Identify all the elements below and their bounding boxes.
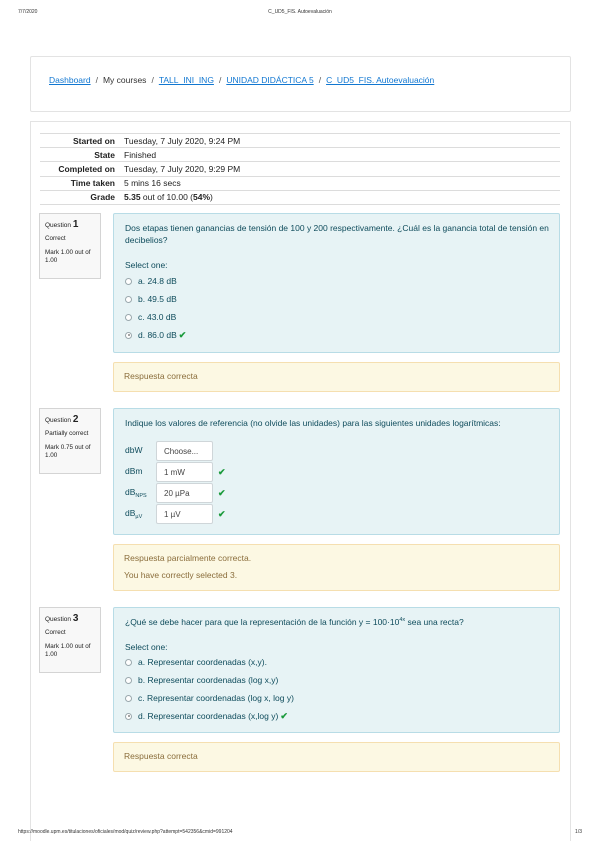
summary-label: Grade bbox=[40, 190, 122, 204]
summary-value: Tuesday, 7 July 2020, 9:29 PM bbox=[122, 162, 560, 176]
breadcrumb-separator: / bbox=[218, 75, 222, 85]
answer-option[interactable] bbox=[125, 656, 267, 668]
question-state: Correct bbox=[45, 235, 66, 242]
radio-button-checked[interactable] bbox=[125, 332, 132, 339]
breadcrumb-card bbox=[30, 56, 571, 112]
answer-option[interactable] bbox=[125, 692, 294, 704]
grade-score: 5.35 bbox=[124, 192, 141, 203]
summary-row bbox=[40, 148, 560, 162]
grade-percent: 54% bbox=[193, 192, 211, 203]
correct-check-icon: ✔ bbox=[218, 508, 226, 519]
breadcrumb-unit-link[interactable]: UNIDAD DIDÁCTICA 5 bbox=[226, 75, 314, 85]
match-select[interactable]: 1 µV bbox=[156, 504, 213, 524]
match-row bbox=[125, 441, 213, 461]
attempt-summary-table bbox=[40, 133, 560, 205]
match-select[interactable]: 20 µPa bbox=[156, 483, 213, 503]
answer-option[interactable] bbox=[125, 311, 176, 323]
match-label: $dB_{\mu V}$ bbox=[125, 508, 143, 520]
summary-value: 5 mins 16 secs bbox=[122, 176, 560, 190]
summary-value: Finished bbox=[122, 148, 560, 162]
question-1-info bbox=[39, 213, 101, 279]
match-label: dbW bbox=[125, 445, 143, 455]
answer-option[interactable] bbox=[125, 275, 177, 287]
answer-label: b. Representar coordenadas (log x,y) bbox=[138, 675, 279, 685]
answer-label: b. 49.5 dB bbox=[138, 294, 177, 304]
summary-row bbox=[40, 190, 560, 204]
answer-label: a. Representar coordenadas (x,y). bbox=[138, 657, 267, 667]
grade-out-of: out of 10.00 ( bbox=[140, 192, 193, 203]
question-number bbox=[45, 218, 95, 231]
radio-button[interactable] bbox=[125, 677, 132, 684]
question-number-value: 3 bbox=[72, 613, 79, 624]
radio-button[interactable] bbox=[125, 278, 132, 285]
breadcrumb-separator: / bbox=[95, 75, 98, 85]
summary-value: Tuesday, 7 July 2020, 9:24 PM bbox=[122, 134, 560, 148]
answer-label: a. 24.8 dB bbox=[138, 276, 177, 286]
radio-button[interactable] bbox=[125, 314, 132, 321]
question-text: ¿Qué se debe hacer para que la representación de la función $y = 100\cdot 10^{4x}$ sea una recta? bbox=[125, 617, 464, 627]
feedback-text: Respuesta parcialmente correcta. bbox=[124, 553, 252, 563]
grade-value bbox=[122, 190, 560, 204]
question-1-content bbox=[113, 213, 560, 353]
print-footer bbox=[0, 829, 600, 837]
correct-check-icon: ✔ bbox=[218, 487, 226, 498]
print-date: 7/7/2020 bbox=[18, 9, 38, 15]
radio-button[interactable] bbox=[125, 695, 132, 702]
question-mark: Mark 0.75 out of 1.00 bbox=[45, 444, 91, 460]
match-row bbox=[125, 483, 226, 503]
select-one-label: Select one: bbox=[125, 642, 168, 652]
answer-label: d. Representar coordenadas (x,log y) bbox=[138, 711, 279, 721]
summary-row bbox=[40, 176, 560, 190]
question-number-value: 1 bbox=[72, 219, 79, 230]
summary-label: Time taken bbox=[40, 176, 122, 190]
feedback-text: Respuesta correcta bbox=[124, 371, 198, 381]
breadcrumb-separator: / bbox=[151, 75, 154, 85]
answer-label: d. 86.0 dB bbox=[138, 330, 177, 340]
question-2-feedback bbox=[113, 544, 560, 591]
breadcrumb-separator: / bbox=[318, 75, 322, 85]
match-label: dBm bbox=[125, 466, 143, 476]
question-label: Question bbox=[45, 417, 72, 424]
breadcrumb-quiz-link[interactable]: C_UD5_FIS. Autoevaluación bbox=[326, 75, 435, 85]
answer-option-selected[interactable] bbox=[125, 710, 288, 722]
question-number bbox=[45, 413, 95, 426]
correct-check-icon: ✔ bbox=[178, 329, 187, 340]
select-one-label: Select one: bbox=[125, 260, 168, 270]
question-label: Question bbox=[45, 616, 72, 623]
summary-label: Completed on bbox=[40, 162, 122, 176]
match-select[interactable]: 1 mW bbox=[156, 462, 213, 482]
answer-label: c. Representar coordenadas (log x, log y) bbox=[138, 693, 294, 703]
summary-row bbox=[40, 162, 560, 176]
answer-option[interactable] bbox=[125, 674, 278, 686]
match-select[interactable]: Choose... bbox=[156, 441, 213, 461]
print-url: https://moodle.upm.es/titulaciones/oficiales/mod/quiz/review.php?attempt=542356&cmid=991204 bbox=[18, 829, 233, 835]
radio-button[interactable] bbox=[125, 659, 132, 666]
question-number-value: 2 bbox=[72, 414, 79, 425]
summary-label: Started on bbox=[40, 134, 122, 148]
print-page-number: 1/3 bbox=[575, 829, 582, 835]
print-title: C_UD5_FIS. Autoevaluación bbox=[268, 9, 332, 15]
breadcrumb-dashboard-link[interactable]: Dashboard bbox=[49, 75, 91, 85]
question-1-feedback bbox=[113, 362, 560, 392]
feedback-text: Respuesta correcta bbox=[124, 751, 198, 761]
question-2-content bbox=[113, 408, 560, 535]
question-mark: Mark 1.00 out of 1.00 bbox=[45, 249, 91, 265]
question-label: Question bbox=[45, 222, 72, 229]
question-2-info bbox=[39, 408, 101, 474]
match-row bbox=[125, 462, 226, 482]
match-row bbox=[125, 504, 226, 524]
correct-check-icon: ✔ bbox=[218, 466, 226, 477]
answer-option[interactable] bbox=[125, 293, 177, 305]
answer-option-selected[interactable] bbox=[125, 329, 186, 341]
question-3-info bbox=[39, 607, 101, 673]
answer-label: c. 43.0 dB bbox=[138, 312, 177, 322]
question-number bbox=[45, 612, 95, 625]
breadcrumb bbox=[49, 75, 434, 85]
correct-check-icon: ✔ bbox=[280, 710, 288, 721]
question-state: Partially correct bbox=[45, 430, 89, 437]
question-text: Indique los valores de referencia (no olvide las unidades) para las siguientes unidades logarítmicas: bbox=[125, 418, 501, 428]
breadcrumb-course-link[interactable]: TALL_INI_ING bbox=[158, 75, 214, 85]
question-text: Dos etapas tienen ganancias de tensión de 100 y 200 respectivamente. ¿Cuál es la ganancia total de tensión en decibelios? bbox=[125, 223, 549, 246]
question-3-content bbox=[113, 607, 560, 733]
summary-row bbox=[40, 134, 560, 148]
breadcrumb-my-courses: My courses bbox=[102, 75, 147, 85]
print-header bbox=[0, 9, 600, 17]
grade-close: ) bbox=[210, 192, 213, 203]
summary-label: State bbox=[40, 148, 122, 162]
feedback-detail: You have correctly selected 3. bbox=[124, 570, 238, 580]
question-state: Correct bbox=[45, 629, 66, 636]
question-mark: Mark 1.00 out of 1.00 bbox=[45, 643, 91, 659]
radio-button[interactable] bbox=[125, 296, 132, 303]
radio-button-checked[interactable] bbox=[125, 713, 132, 720]
match-label: $dB_{NPS}$ bbox=[125, 487, 147, 499]
question-3-feedback bbox=[113, 742, 560, 772]
